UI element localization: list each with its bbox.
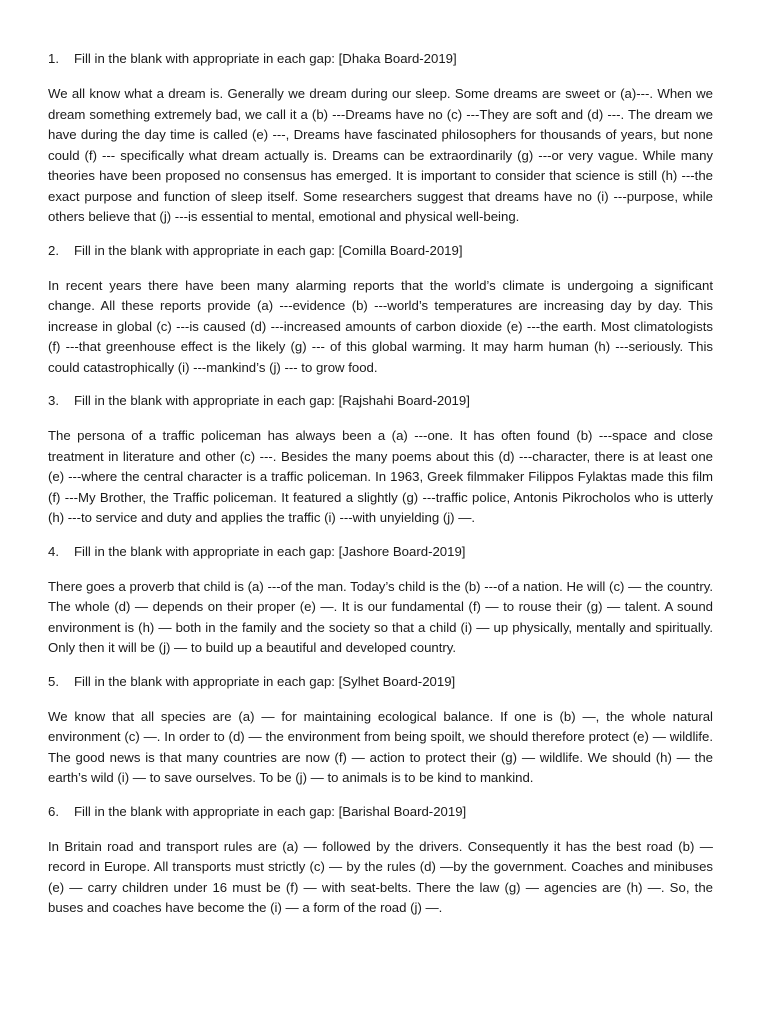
question-5 — [48, 672, 713, 789]
question-title: Fill in the blank with appropriate in each gap: [Rajshahi Board-2019] — [74, 393, 470, 408]
question-title: Fill in the blank with appropriate in each gap: [Barishal Board-2019] — [74, 803, 467, 819]
question-heading — [48, 391, 713, 411]
question-title: Fill in the blank with appropriate in each gap: [Comilla Board-2019] — [74, 242, 463, 258]
question-title: Fill in the blank with appropriate in each gap: [Sylhet Board-2019] — [74, 673, 456, 689]
document-page — [48, 49, 713, 932]
question-passage: The persona of a traffic policeman has always been a (a) ---one. It has often found (b) ---space and close treatment in literature and other (c) ---. Besides the many poems about this (d) ---character, there is at least one (e) ---where the central character is a traffic policeman. In 1963, Greek filmmaker Filippos Fylaktas made this film (f) ---My Brother, the Traffic policeman. It featured a slightly (g) ---traffic police, Antonis Pikrocholos who is utterly (h) ---to service and duty and applies the traffic (i) ---with unyielding (j) —. — [48, 428, 713, 525]
question-2 — [48, 241, 713, 379]
question-title: Fill in the blank with appropriate in each gap: [Dhaka Board-2019] — [74, 51, 457, 66]
question-title: Fill in the blank with appropriate in each gap: [Jashore Board-2019] — [74, 543, 466, 559]
question-number: 6. — [48, 803, 59, 819]
question-3 — [48, 391, 713, 529]
question-heading — [48, 542, 713, 562]
question-heading — [48, 802, 713, 822]
question-number: 4. — [48, 543, 59, 559]
question-number: 5. — [48, 673, 59, 689]
question-passage: In Britain road and transport rules are (a) — followed by the drivers. Consequently it has the best road (b) — record in Europe. All transports must strictly (c) — by the rules (d) —by the government. Coaches and minibuses (e) — carry children under 16 must be (f) — with seat-belts. There the law (g) — agencies are (h) —. So, the buses and coaches have become the (i) — a form of the road (j) —. — [48, 838, 713, 915]
question-6 — [48, 802, 713, 919]
question-1 — [48, 49, 713, 228]
question-number: 2. — [48, 242, 59, 258]
question-passage: There goes a proverb that child is (a) ---of the man. Today’s child is the (b) ---of a nation. He will (c) — the country. The whole (d) — depends on their proper (e) —. It is our fundamental (f) — to rouse their (g) — talent. A sound environment is (h) — both in the family and the society so that a child (i) — up physically, mentally and spiritually. Only then it will be (j) — to build up a beautiful and developed country. — [48, 578, 713, 655]
question-number: 3. — [48, 393, 59, 408]
question-passage: In recent years there have been many alarming reports that the world’s climate is undergoing a significant change. All these reports provide (a) ---evidence (b) ---world’s temperatures are increasing day by day. This increase in global (c) ---is caused (d) ---increased amounts of carbon dioxide (e) ---the earth. Most climatologists (f) ---that greenhouse effect is the likely (g) --- of this global warming. It may harm human (h) ---seriously. This could catastrophically (i) ---mankind’s (j) --- to grow food. — [48, 277, 713, 375]
question-heading — [48, 241, 713, 261]
question-4 — [48, 542, 713, 659]
question-passage: We all know what a dream is. Generally we dream during our sleep. Some dreams are sweet or (a)---. When we dream something extremely bad, we call it a (b) ---Dreams have no (c) ---They are soft and (d) ---. The dream we have during the day time is called (e) ---, Dreams have fascinated philosophers for thousands of years, but none could (f) --- specifically what dream actually is. Dreams can be extraordinarily (g) ---or very vague. While many theories have been proposed no consensus has emerged. It is important to consider that science is still (h) ---the exact purpose and function of sleep itself. Some researchers suggest that dreams have no (i) ---purpose, while others believe that (j) ---is essential to mental, emotional and physical well-being. — [48, 86, 713, 224]
question-heading — [48, 49, 713, 69]
question-number: 1. — [48, 51, 59, 66]
question-heading — [48, 672, 713, 692]
question-passage: We know that all species are (a) — for maintaining ecological balance. If one is (b) —, the whole natural environment (c) —. In order to (d) — the environment from being spoilt, we should therefore protect (e) — wildlife. The good news is that many countries are now (f) — action to protect their (g) — wildlife. We should (h) — the earth’s wild (i) — to save ourselves. To be (j) — to animals is to be kind to mankind. — [48, 708, 713, 785]
